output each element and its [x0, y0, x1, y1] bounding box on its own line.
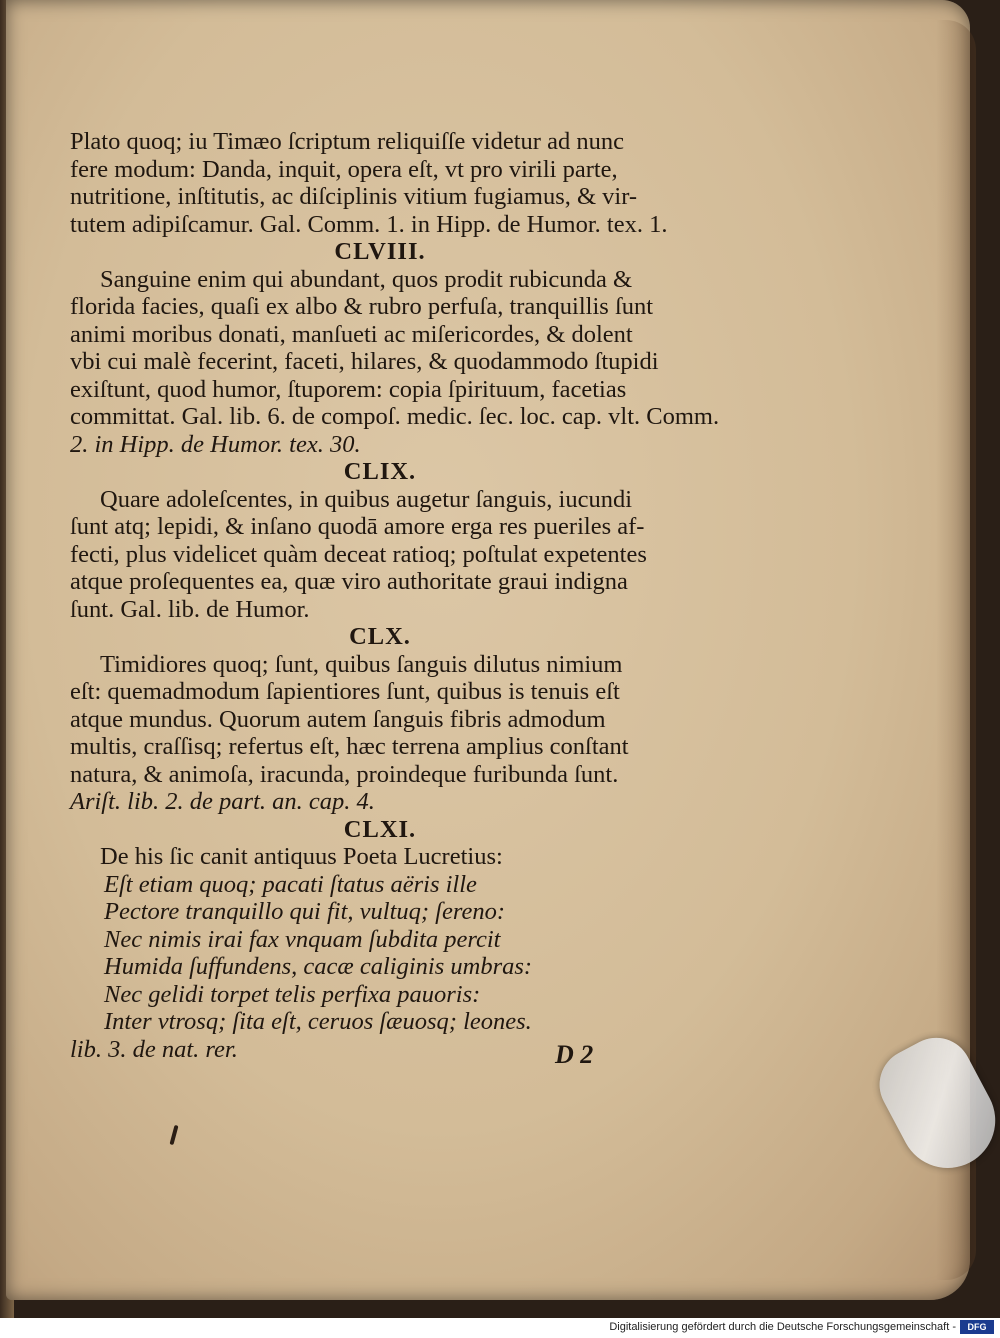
text-line: multis, craſſisq; refertus eſt, hæc terrena amplius conſtant	[70, 733, 629, 760]
text-line: Plato quoq; iu Timæo ſcriptum reliquiſſe videtur ad nunc	[70, 128, 624, 155]
text-line: atque proſequentes ea, quæ viro authoritate graui indigna	[70, 568, 628, 595]
signature-mark: D 2	[555, 1040, 594, 1069]
text-line: Sanguine enim qui abundant, quos prodit rubicunda &	[100, 265, 633, 293]
text-line: ſunt. Gal. lib. de Humor.	[70, 595, 310, 623]
dfg-logo: DFG	[960, 1320, 994, 1334]
page-text	[70, 128, 720, 1063]
text-line: Eſt etiam quoq; pacati ſtatus aëris ille	[104, 870, 477, 898]
text-line: Quare adoleſcentes, in quibus augetur ſanguis, iucundi	[100, 485, 633, 513]
footer-bar	[0, 1318, 1000, 1338]
text-line: natura, & animoſa, iracunda, proindeque furibunda ſunt.	[70, 760, 619, 788]
section-heading: CLX.	[349, 623, 411, 650]
text-line: ſunt atq; lepidi, & inſano quodā amore erga res pueriles af-	[70, 513, 645, 540]
text-line: Humida ſuffundens, cacæ caliginis umbras:	[104, 953, 533, 980]
section-heading: CLVIII.	[334, 238, 426, 265]
text-line: nutritione, inſtitutis, ac diſciplinis vitium fugiamus, & vir-	[70, 183, 638, 210]
text-line: 2. in Hipp. de Humor. tex. 30.	[70, 430, 361, 458]
section-heading: CLXI.	[343, 815, 417, 843]
text-line: atque mundus. Quorum autem ſanguis fibris admodum	[70, 705, 606, 733]
text-line: fere modum: Danda, inquit, opera eſt, vt pro virili parte,	[70, 155, 618, 183]
text-line: De his ſic canit antiquus Poeta Lucretius:	[100, 843, 503, 870]
text-line: Nec nimis irai fax vnquam ſubdita percit	[104, 925, 501, 953]
text-line: Nec gelidi torpet telis perfixa pauoris:	[104, 980, 481, 1008]
text-line: Pectore tranquillo qui fit, vultuq; ſereno:	[104, 898, 505, 925]
text-line: Ariſt. lib. 2. de part. an. cap. 4.	[70, 788, 375, 815]
text-line: committat. Gal. lib. 6. de compoſ. medic. ſec. loc. cap. vlt. Comm.	[70, 403, 720, 430]
text-line: Timidiores quoq; ſunt, quibus ſanguis dilutus nimium	[100, 650, 623, 678]
text-line: animi moribus donati, manſueti ac miſericordes, & dolent	[70, 320, 633, 348]
text-line: tutem adipiſcamur. Gal. Comm. 1. in Hipp. de Humor. tex. 1.	[70, 210, 668, 238]
text-line: fecti, plus videlicet quàm deceat ratioq; poſtulat expetentes	[70, 540, 647, 568]
text-line: lib. 3. de nat. rer.	[70, 1035, 238, 1063]
text-line: florida facies, quaſi ex albo & rubro perfuſa, tranquillis ſunt	[70, 293, 654, 320]
text-line: Inter vtrosq; ſita eſt, ceruos ſæuosq; leones.	[104, 1008, 532, 1035]
footer-text: Digitalisierung gefördert durch die Deutsche Forschungsgemeinschaft -	[609, 1321, 956, 1333]
section-heading: CLIX.	[343, 458, 417, 485]
text-line: vbi cui malè fecerint, faceti, hilares, & quodammodo ſtupidi	[70, 348, 659, 375]
text-line: eſt: quemadmodum ſapientiores ſunt, quibus is tenuis eſt	[70, 678, 620, 705]
text-line: exiſtunt, quod humor, ſtuporem: copia ſpirituum, facetias	[70, 375, 627, 403]
